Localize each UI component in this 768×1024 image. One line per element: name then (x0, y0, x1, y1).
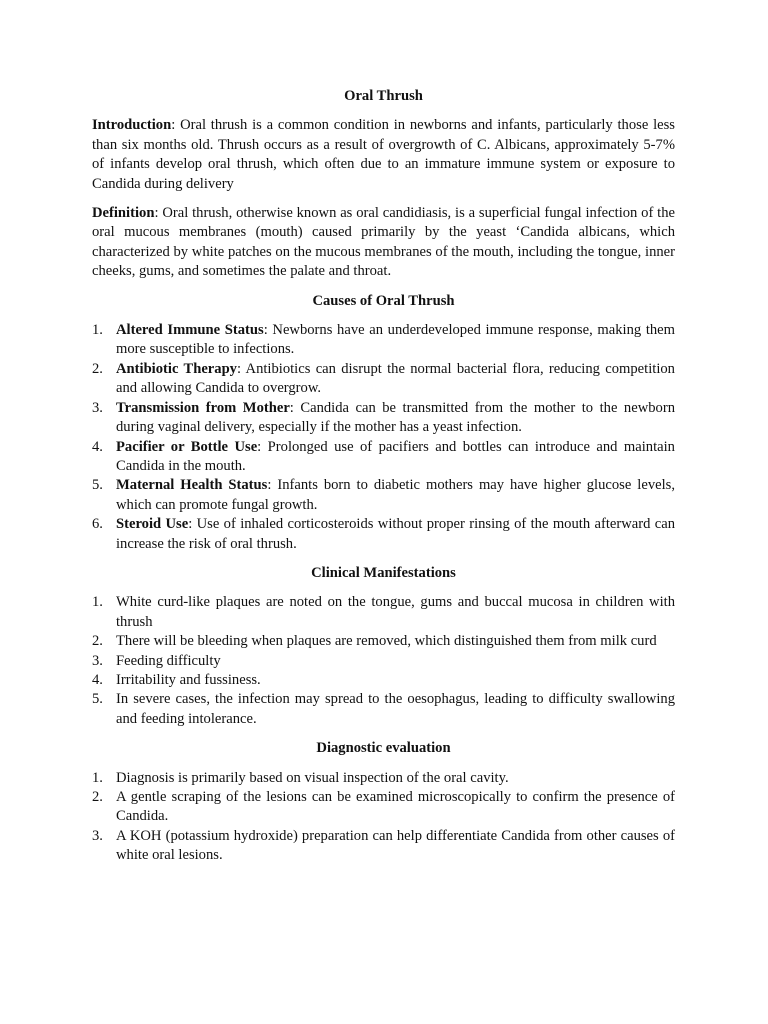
list-item (92, 360, 675, 399)
cause-label: Pacifier or Bottle Use (116, 438, 258, 455)
cause-label: Antibiotic Therapy (116, 360, 237, 377)
cause-text: : Newborns have an underdeveloped immune response, making them more susceptible to infections. (116, 322, 675, 358)
definition-paragraph (92, 204, 675, 282)
item-number: 6. (92, 516, 103, 533)
item-text: Diagnosis is primarily based on visual inspection of the oral cavity. (116, 769, 509, 786)
item-text: There will be bleeding when plaques are removed, which distinguished them from milk curd (116, 633, 657, 650)
cause-text: : Infants born to diabetic mothers may have higher glucose levels, which can promote fungal growth. (116, 477, 675, 513)
list-item (92, 652, 675, 671)
list-item (92, 438, 675, 477)
introduction-label: Introduction (92, 117, 172, 134)
causes-heading: Causes of Oral Thrush (312, 292, 455, 309)
item-number: 5. (92, 691, 103, 708)
list-item (92, 788, 675, 827)
cause-text: : Antibiotics can disrupt the normal bacterial flora, reducing competition and allowing Candida to overgrow. (116, 360, 675, 397)
cause-label: Altered Immune Status (116, 322, 264, 339)
cause-text: : Candida can be transmitted from the mother to the newborn during vaginal delivery, especially if the mother has a yeast infection. (116, 399, 675, 436)
list-item (92, 769, 675, 788)
list-item (92, 515, 675, 554)
list-item (92, 321, 675, 360)
item-text: In severe cases, the infection may spread to the oesophagus, leading to difficulty swallowing and feeding intolerance. (116, 691, 675, 727)
clinical-heading: Clinical Manifestations (311, 564, 456, 581)
item-text: Irritability and fussiness. (116, 671, 261, 688)
item-text: A KOH (potassium hydroxide) preparation can help differentiate Candida from other causes of white oral lesions. (116, 827, 675, 864)
item-number: 3. (92, 399, 103, 416)
list-item (92, 593, 675, 632)
item-number: 2. (92, 360, 103, 377)
list-item (92, 632, 675, 651)
list-item (92, 827, 675, 866)
item-number: 4. (92, 671, 103, 688)
diagnostic-heading: Diagnostic evaluation (316, 740, 451, 757)
item-number: 5. (92, 477, 103, 494)
list-item (92, 399, 675, 438)
document-page (92, 87, 675, 876)
item-number: 2. (92, 633, 103, 650)
item-text: A gentle scraping of the lesions can be examined microscopically to confirm the presence of Candida. (116, 789, 675, 825)
causes-list (92, 321, 675, 554)
list-item (92, 690, 675, 729)
cause-text: : Prolonged use of pacifiers and bottles can introduce and maintain Candida in the mouth. (116, 438, 675, 474)
item-number: 1. (92, 322, 103, 339)
cause-label: Transmission from Mother (116, 399, 290, 416)
item-number: 4. (92, 438, 103, 455)
list-item (92, 671, 675, 690)
item-number: 1. (92, 769, 103, 786)
diagnostic-list (92, 769, 675, 866)
item-number: 2. (92, 789, 103, 805)
definition-label: Definition (92, 205, 155, 222)
introduction-text: : Oral thrush is a common condition in newborns and infants, particularly those less than six months old. Thrush occurs as a result of overgrowth of C. Albicans, approximately 5-7% of infants develop oral thrush, which often due to an immature immune system or exposure to Candida during delivery (92, 117, 675, 192)
item-number: 3. (92, 652, 103, 669)
definition-text: : Oral thrush, otherwise known as oral candidiasis, is a superficial fungal infection of the oral mucous membranes (mouth) caused primarily by the yeast ‘Candida albicans, which characterized by white patches on the mucous membranes of the mouth, including the tongue, inner cheeks, gums, and sometimes the palate and throat. (92, 205, 675, 280)
item-number: 3. (92, 827, 103, 844)
cause-label: Steroid Use (116, 516, 189, 533)
document-title: Oral Thrush (344, 88, 423, 104)
cause-label: Maternal Health Status (116, 477, 268, 494)
item-text: Feeding difficulty (116, 652, 221, 669)
item-text: White curd-like plaques are noted on the tongue, gums and buccal mucosa in children with thrush (116, 594, 675, 630)
introduction-paragraph (92, 116, 675, 194)
cause-text: : Use of inhaled corticosteroids without proper rinsing of the mouth afterward can increase the risk of oral thrush. (116, 516, 676, 552)
list-item (92, 476, 675, 515)
item-number: 1. (92, 594, 103, 611)
clinical-list (92, 593, 675, 729)
